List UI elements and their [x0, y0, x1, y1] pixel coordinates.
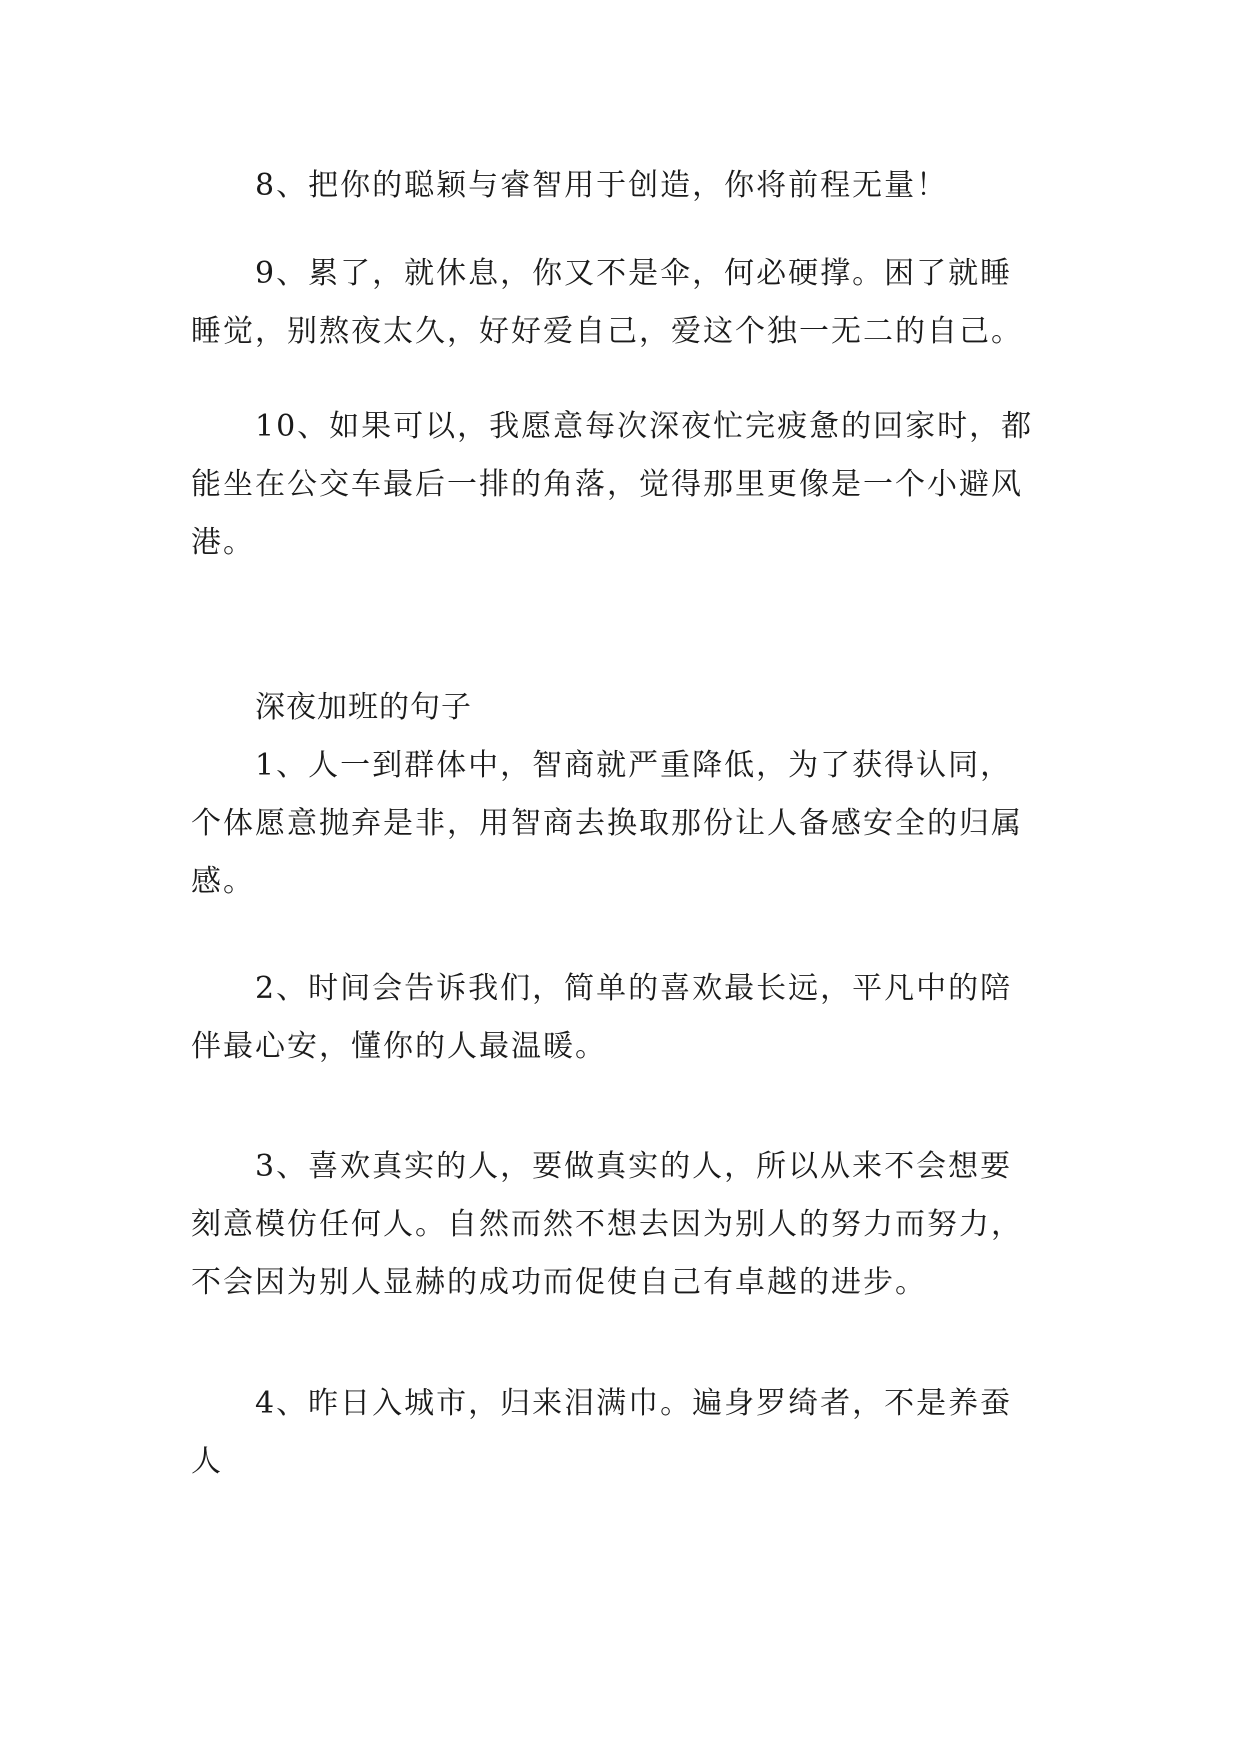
paragraph-item-10	[191, 398, 1071, 572]
paragraph-line: 10、如果可以，我愿意每次深夜忙完疲惫的回家时，都	[255, 409, 1034, 444]
paragraph-line: 不会因为别人显赫的成功而促使自己有卓越的进步。	[191, 1265, 927, 1300]
paragraph-line: 睡觉，别熬夜太久，好好爱自己，爱这个独一无二的自己。	[191, 314, 1023, 349]
paragraph-line: 4、昨日入城市，归来泪满巾。遍身罗绮者，不是养蚕	[255, 1386, 1013, 1421]
paragraph-line: 能坐在公交车最后一排的角落，觉得那里更像是一个小避风	[191, 467, 1023, 502]
section-item-1	[191, 737, 1071, 911]
paragraph-line: 人	[191, 1444, 223, 1479]
section-item-3	[191, 1138, 1071, 1312]
paragraph-line: 刻意模仿任何人。自然而然不想去因为别人的努力而努力，	[191, 1207, 1023, 1242]
paragraph-line: 感。	[191, 864, 255, 899]
section-heading-text: 深夜加班的句子	[255, 690, 472, 725]
paragraph-line: 1、人一到群体中，智商就严重降低，为了获得认同，	[255, 748, 1013, 783]
paragraph-line: 伴最心安，懂你的人最温暖。	[191, 1029, 607, 1064]
section-item-4	[191, 1375, 1071, 1491]
paragraph-line: 3、喜欢真实的人，要做真实的人，所以从来不会想要	[255, 1149, 1013, 1184]
paragraph-item-9	[191, 245, 1071, 361]
paragraph-line: 9、累了，就休息，你又不是伞，何必硬撑。困了就睡	[255, 256, 1013, 291]
paragraph-line: 8、把你的聪颖与睿智用于创造，你将前程无量！	[255, 168, 949, 203]
paragraph-item-8	[191, 157, 1071, 215]
paragraph-line: 2、时间会告诉我们，简单的喜欢最长远，平凡中的陪	[255, 971, 1013, 1006]
section-heading	[191, 679, 1071, 737]
paragraph-line: 个体愿意抛弃是非，用智商去换取那份让人备感安全的归属	[191, 806, 1023, 841]
paragraph-line: 港。	[191, 525, 255, 560]
section-item-2	[191, 960, 1071, 1076]
